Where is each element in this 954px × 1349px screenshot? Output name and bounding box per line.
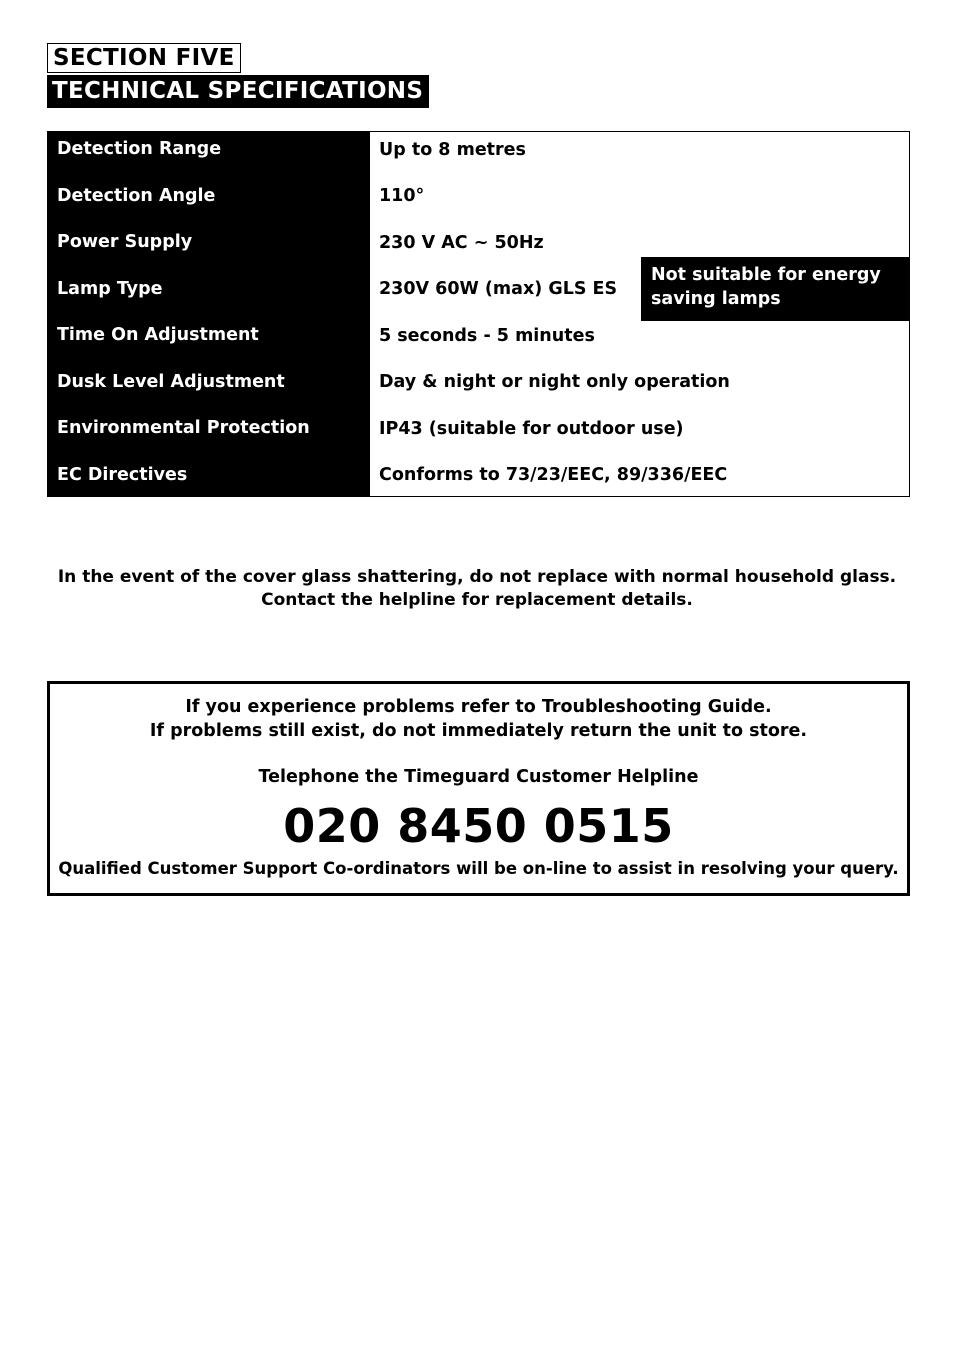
spec-value-detection-angle: 110° (379, 186, 425, 206)
lamp-type-note: Not suitable for energy saving lamps (641, 257, 910, 321)
spec-table (47, 131, 910, 497)
helpline-phone-number: 020 8450 0515 (283, 799, 674, 853)
spec-label-dusk-level: Dusk Level Adjustment (57, 372, 285, 392)
spec-value-power-supply: 230 V AC ~ 50Hz (379, 233, 544, 253)
spec-label-time-on: Time On Adjustment (57, 325, 259, 345)
glass-warning-line-1: In the event of the cover glass shattering, do not replace with normal household glass. (57, 567, 897, 587)
spec-label-environmental: Environmental Protection (57, 418, 310, 438)
helpline-footer: Qualified Customer Support Co-ordinators will be on-line to assist in resolving your query. (58, 859, 899, 878)
spec-value-ec-directives: Conforms to 73/23/EEC, 89/336/EEC (379, 465, 728, 485)
spec-label-lamp-type: Lamp Type (57, 279, 163, 299)
spec-value-time-on: 5 seconds - 5 minutes (379, 326, 595, 346)
helpline-line-2: If problems still exist, do not immediately return the unit to store. (149, 721, 808, 741)
section-title: TECHNICAL SPECIFICATIONS (47, 75, 429, 108)
glass-warning (0, 566, 954, 612)
spec-value-detection-range: Up to 8 metres (379, 140, 526, 160)
helpline-box (47, 681, 910, 896)
spec-label-column (48, 132, 370, 496)
spec-value-environmental: IP43 (suitable for outdoor use) (379, 419, 684, 439)
spec-label-detection-range: Detection Range (57, 139, 222, 159)
section-number: SECTION FIVE (47, 43, 241, 73)
spec-value-lamp-type: 230V 60W (max) GLS ES (379, 279, 618, 299)
spec-label-power-supply: Power Supply (57, 232, 193, 252)
glass-warning-line-2: Contact the helpline for replacement details. (261, 590, 693, 610)
spec-label-ec-directives: EC Directives (57, 465, 188, 485)
helpline-line-1: If you experience problems refer to Troubleshooting Guide. (185, 697, 772, 717)
spec-label-detection-angle: Detection Angle (57, 186, 216, 206)
helpline-line-3: Telephone the Timeguard Customer Helpline (258, 767, 699, 787)
spec-value-dusk-level: Day & night or night only operation (379, 372, 730, 392)
